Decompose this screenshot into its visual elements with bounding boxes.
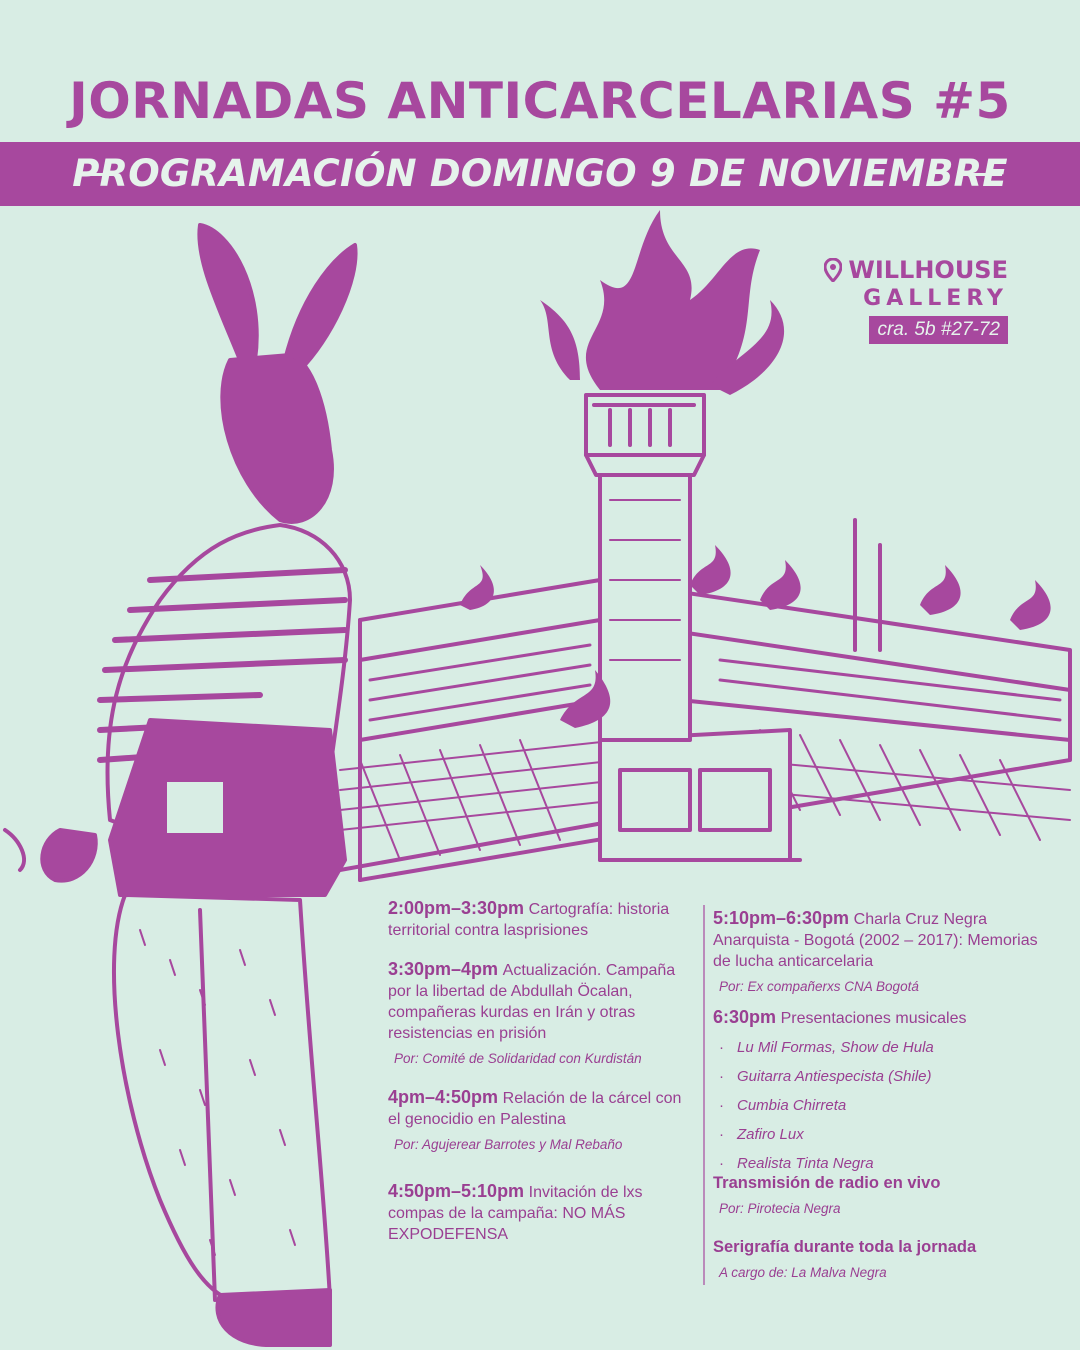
location-pin-icon xyxy=(824,258,842,282)
list-item: · Realista Tinta Negra xyxy=(719,1155,874,1172)
item-time: 3:30pm–4pm xyxy=(388,959,499,979)
item-by: Por: Comité de Solidaridad con Kurdistán xyxy=(394,1051,642,1066)
music-act: Zafiro Lux xyxy=(737,1126,804,1143)
music-act: Realista Tinta Negra xyxy=(737,1155,874,1172)
rabbit-figure-illustration xyxy=(5,225,356,1345)
item-title: Serigrafía durante toda la jornada xyxy=(713,1238,977,1256)
item-time: 2:00pm–3:30pm xyxy=(388,898,525,918)
item-desc: Cartografía: historia territorial contra lasprisiones xyxy=(388,901,670,939)
venue-name-line2: GALLERY xyxy=(863,286,1008,311)
list-item: · Zafiro Lux xyxy=(719,1126,804,1143)
item-by: A cargo de: La Malva Negra xyxy=(719,1265,887,1280)
item-desc: Actualización. Campaña por la libertad de Abdullah Öcalan, compañeras kurdas en Irán y otras resistencias en prisión xyxy=(388,962,676,1042)
item-title: Transmisión de radio en vivo xyxy=(713,1174,941,1192)
schedule-item xyxy=(388,1087,693,1155)
schedule-right-column xyxy=(713,908,1043,1301)
venue-name: WILLHOUSE xyxy=(848,256,1008,284)
item-by: Por: Agujerear Barrotes y Mal Rebaño xyxy=(394,1137,623,1152)
item-desc: Invitación de lxs compas de la campaña: NO MÁS EXPODEFENSA xyxy=(388,1184,643,1243)
schedule-item xyxy=(388,959,693,1069)
list-item: · Lu Mil Formas, Show de Hula xyxy=(719,1039,934,1056)
music-act: Lu Mil Formas, Show de Hula xyxy=(737,1039,934,1056)
schedule-left-column xyxy=(388,898,693,1263)
schedule-item-radio xyxy=(713,1173,1043,1219)
schedule-item xyxy=(388,1181,693,1245)
item-by: Por: Ex compañerxs CNA Bogotá xyxy=(719,979,919,994)
column-divider xyxy=(703,905,705,1285)
prison-building-illustration xyxy=(340,395,1070,880)
venue-address: cra. 5b #27-72 xyxy=(869,316,1008,344)
music-act: Guitarra Antiespecista (Shile) xyxy=(737,1068,932,1085)
item-time: 6:30pm xyxy=(713,1007,777,1027)
date-banner xyxy=(0,142,1080,206)
music-act: Cumbia Chirreta xyxy=(737,1097,847,1114)
item-by: Por: Pirotecia Negra xyxy=(719,1201,841,1216)
venue-block xyxy=(848,256,1008,344)
poster-title: JORNADAS ANTICARCELARIAS #5 xyxy=(69,72,1011,130)
schedule-item-music xyxy=(713,1007,1043,1173)
item-desc: Charla Cruz Negra Anarquista - Bogotá (2002 – 2017): Memorias de lucha anticarcelaria xyxy=(713,911,1038,970)
item-time: 5:10pm–6:30pm xyxy=(713,908,850,928)
item-desc: Relación de la cárcel con el genocidio en Palestina xyxy=(388,1090,682,1128)
item-desc: Presentaciones musicales xyxy=(780,1010,967,1027)
schedule-item xyxy=(388,898,693,941)
music-acts-list xyxy=(713,1033,1043,1173)
list-item: · Guitarra Antiespecista (Shile) xyxy=(719,1068,932,1085)
list-item: · Cumbia Chirreta xyxy=(719,1097,847,1114)
banner-subtitle: PROGRAMACIÓN DOMINGO 9 DE NOVIEMBRE xyxy=(72,152,1008,195)
schedule-item-serigrafia xyxy=(713,1237,1043,1283)
item-time: 4pm–4:50pm xyxy=(388,1087,499,1107)
item-time: 4:50pm–5:10pm xyxy=(388,1181,525,1201)
schedule-item xyxy=(713,908,1043,997)
